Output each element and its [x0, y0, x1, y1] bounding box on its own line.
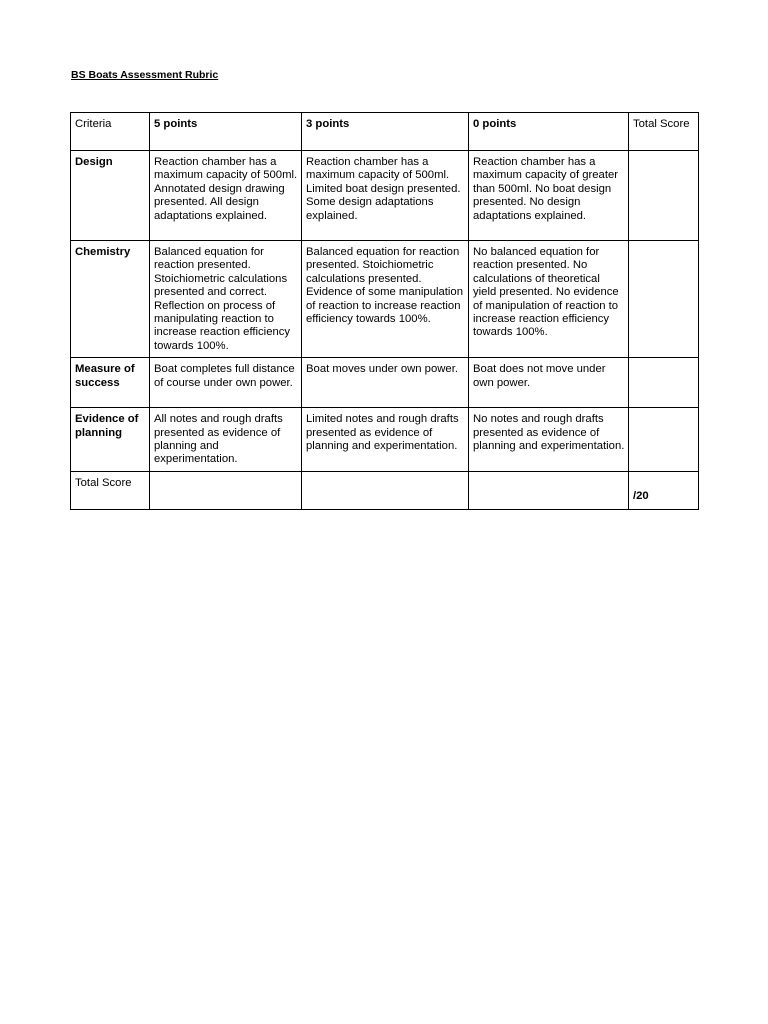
max-score: /20	[633, 489, 649, 502]
header-0-points: 0 points	[469, 113, 629, 151]
three-points-cell: Boat moves under own power.	[302, 358, 469, 408]
header-3-points: 3 points	[302, 113, 469, 151]
header-criteria: Criteria	[71, 113, 150, 151]
empty-cell	[302, 471, 469, 509]
three-points-cell: Limited notes and rough drafts presented as evidence of planning and experimentation.	[302, 408, 469, 472]
table-row	[71, 151, 699, 241]
document-title: BS Boats Assessment Rubric	[71, 69, 219, 81]
table-row	[71, 408, 699, 472]
three-points-cell: Reaction chamber has a maximum capacity of 500ml. Limited boat design presented. Some design adaptations explained.	[302, 151, 469, 241]
zero-points-cell: No balanced equation for reaction presented. No calculations of theoretical yield presented. No evidence of manipulation of reaction to increase reaction efficiency towards 100%.	[469, 241, 629, 358]
total-score-cell	[629, 241, 699, 358]
five-points-cell: Balanced equation for reaction presented. Stoichiometric calculations presented and correct. Reflection on process of manipulating reaction to increase reaction efficiency towards 100%.	[150, 241, 302, 358]
criterion-cell: Measure of success	[71, 358, 150, 408]
zero-points-cell: Boat does not move under own power.	[469, 358, 629, 408]
total-score-cell	[629, 358, 699, 408]
total-score-value-cell	[629, 471, 699, 509]
total-score-row	[71, 471, 699, 509]
table-row	[71, 241, 699, 358]
empty-cell	[469, 471, 629, 509]
total-score-cell	[629, 408, 699, 472]
criterion-cell: Design	[71, 151, 150, 241]
zero-points-cell: No notes and rough drafts presented as evidence of planning and experimentation.	[469, 408, 629, 472]
zero-points-cell: Reaction chamber has a maximum capacity of greater than 500ml. No boat design presented. No design adaptations explained.	[469, 151, 629, 241]
empty-cell	[150, 471, 302, 509]
total-score-label: Total Score	[71, 471, 150, 509]
five-points-cell: All notes and rough drafts presented as evidence of planning and experimentation.	[150, 408, 302, 472]
three-points-cell: Balanced equation for reaction presented. Stoichiometric calculations presented. Evidence of some manipulation of reaction to increase reaction efficiency towards 100%.	[302, 241, 469, 358]
rubric-table	[70, 112, 699, 510]
table-row	[71, 358, 699, 408]
table-header-row	[71, 113, 699, 151]
five-points-cell: Boat completes full distance of course under own power.	[150, 358, 302, 408]
five-points-cell: Reaction chamber has a maximum capacity of 500ml. Annotated design drawing presented. All design adaptations explained.	[150, 151, 302, 241]
criterion-cell: Evidence of planning	[71, 408, 150, 472]
header-5-points: 5 points	[150, 113, 302, 151]
criterion-cell: Chemistry	[71, 241, 150, 358]
total-score-cell	[629, 151, 699, 241]
header-total-score: Total Score	[629, 113, 699, 151]
